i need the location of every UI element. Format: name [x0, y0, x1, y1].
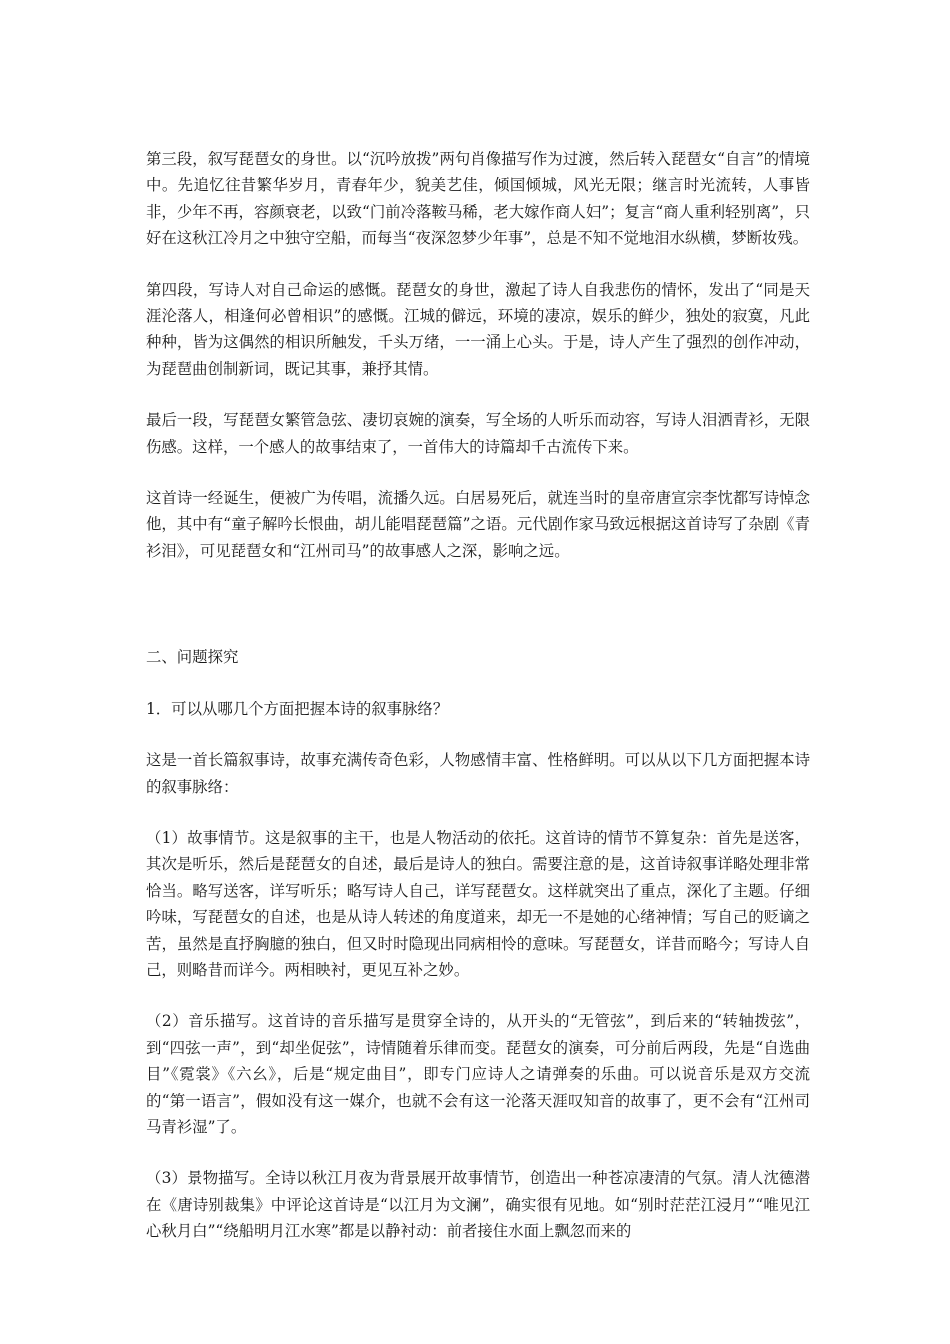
question-title: 1．可以从哪几个方面把握本诗的叙事脉络？ — [146, 699, 449, 718]
paragraph-scenery: （3）景物描写。全诗以秋江月夜为背景展开故事情节，创造出一种苍凉凄清的气氛。清人沈德潜在《唐诗别裁集》中评论这首诗是“以江月为文澜”，确实很有见地。如“别时茫茫江浸月”“唯见江心秋月白”“绕船明月江水寒”都是以静衬动：前者接住水面上飘忽而来的 — [146, 1169, 810, 1241]
paragraph-third-section: 第三段，叙写琵琶女的身世。以“沉吟放拨”两句肖像描写作为过渡，然后转入琵琶女“自言”的情境中。先追忆往昔繁华岁月，青春年少，貌美艺佳，倾国倾城，风光无限；继言时光流转，人事皆非，少年不再，容颜衰老，以致“门前冷落鞍马稀，老大嫁作商人妇”；复言“商人重利轻别离”，只好在这秋江冷月之中独守空船，而每当“夜深忽梦少年事”，总是不知不觉地泪水纵横，梦断妆残。 — [146, 150, 810, 248]
paragraph-final-section: 最后一段，写琵琶女繁管急弦、凄切哀婉的演奏，写全场的人听乐而动容，写诗人泪洒青衫，无限伤感。这样，一个感人的故事结束了，一首伟大的诗篇却千古流传下来。 — [146, 411, 810, 456]
paragraph-legacy: 这首诗一经诞生，便被广为传唱，流播久远。白居易死后，就连当时的皇帝唐宣宗李忱都写诗悼念他，其中有“童子解吟长恨曲，胡儿能唱琵琶篇”之语。元代剧作家马致远根据这首诗写了杂剧《青衫泪》，可见琵琶女和“江州司马”的故事感人之深，影响之远。 — [146, 489, 810, 560]
document-page — [146, 146, 810, 1245]
section-heading: 二、问题探究 — [146, 648, 239, 667]
paragraph-answer-intro: 这是一首长篇叙事诗，故事充满传奇色彩，人物感情丰富、性格鲜明。可以从以下几方面把握本诗的叙事脉络： — [146, 751, 810, 796]
paragraph-music: （2）音乐描写。这首诗的音乐描写是贯穿全诗的，从开头的“无管弦”，到后来的“转轴拨弦”，到“四弦一声”，到“却坐促弦”，诗情随着乐律而变。琵琶女的演奏，可分前后两段，先是“自选曲目”《霓裳》《六幺》，后是“规定曲目”，即专门应诗人之请弹奏的乐曲。可以说音乐是双方交流的“第一语言”，假如没有这一媒介，也就不会有这一沦落天涯叹知音的故事了，更不会有“江州司马青衫湿”了。 — [146, 1012, 810, 1136]
paragraph-plot: （1）故事情节。这是叙事的主干，也是人物活动的依托。这首诗的情节不算复杂：首先是送客，其次是听乐，然后是琵琶女的自述，最后是诗人的独白。需要注意的是，这首诗叙事详略处理非常恰当。略写送客，详写听乐；略写诗人自己，详写琵琶女。这样就突出了重点，深化了主题。仔细吟味，写琵琶女的自述，也是从诗人转述的角度道来，却无一不是她的心绪神情；写自己的贬谪之苦，虽然是直抒胸臆的独白，但又时时隐现出同病相怜的意味。写琵琶女，详昔而略今；写诗人自己，则略昔而详今。两相映衬，更见互补之妙。 — [146, 828, 810, 979]
paragraph-fourth-section: 第四段，写诗人对自己命运的感慨。琵琶女的身世，激起了诗人自我悲伤的情怀，发出了“同是天涯沦落人，相逢何必曾相识”的感慨。江城的僻远，环境的凄凉，娱乐的鲜少，独处的寂寞，凡此种种，皆为这偶然的相识所触发，千头万绪，一一涌上心头。于是，诗人产生了强烈的创作冲动，为琵琶曲创制新词，既记其事，兼抒其情。 — [146, 280, 810, 378]
